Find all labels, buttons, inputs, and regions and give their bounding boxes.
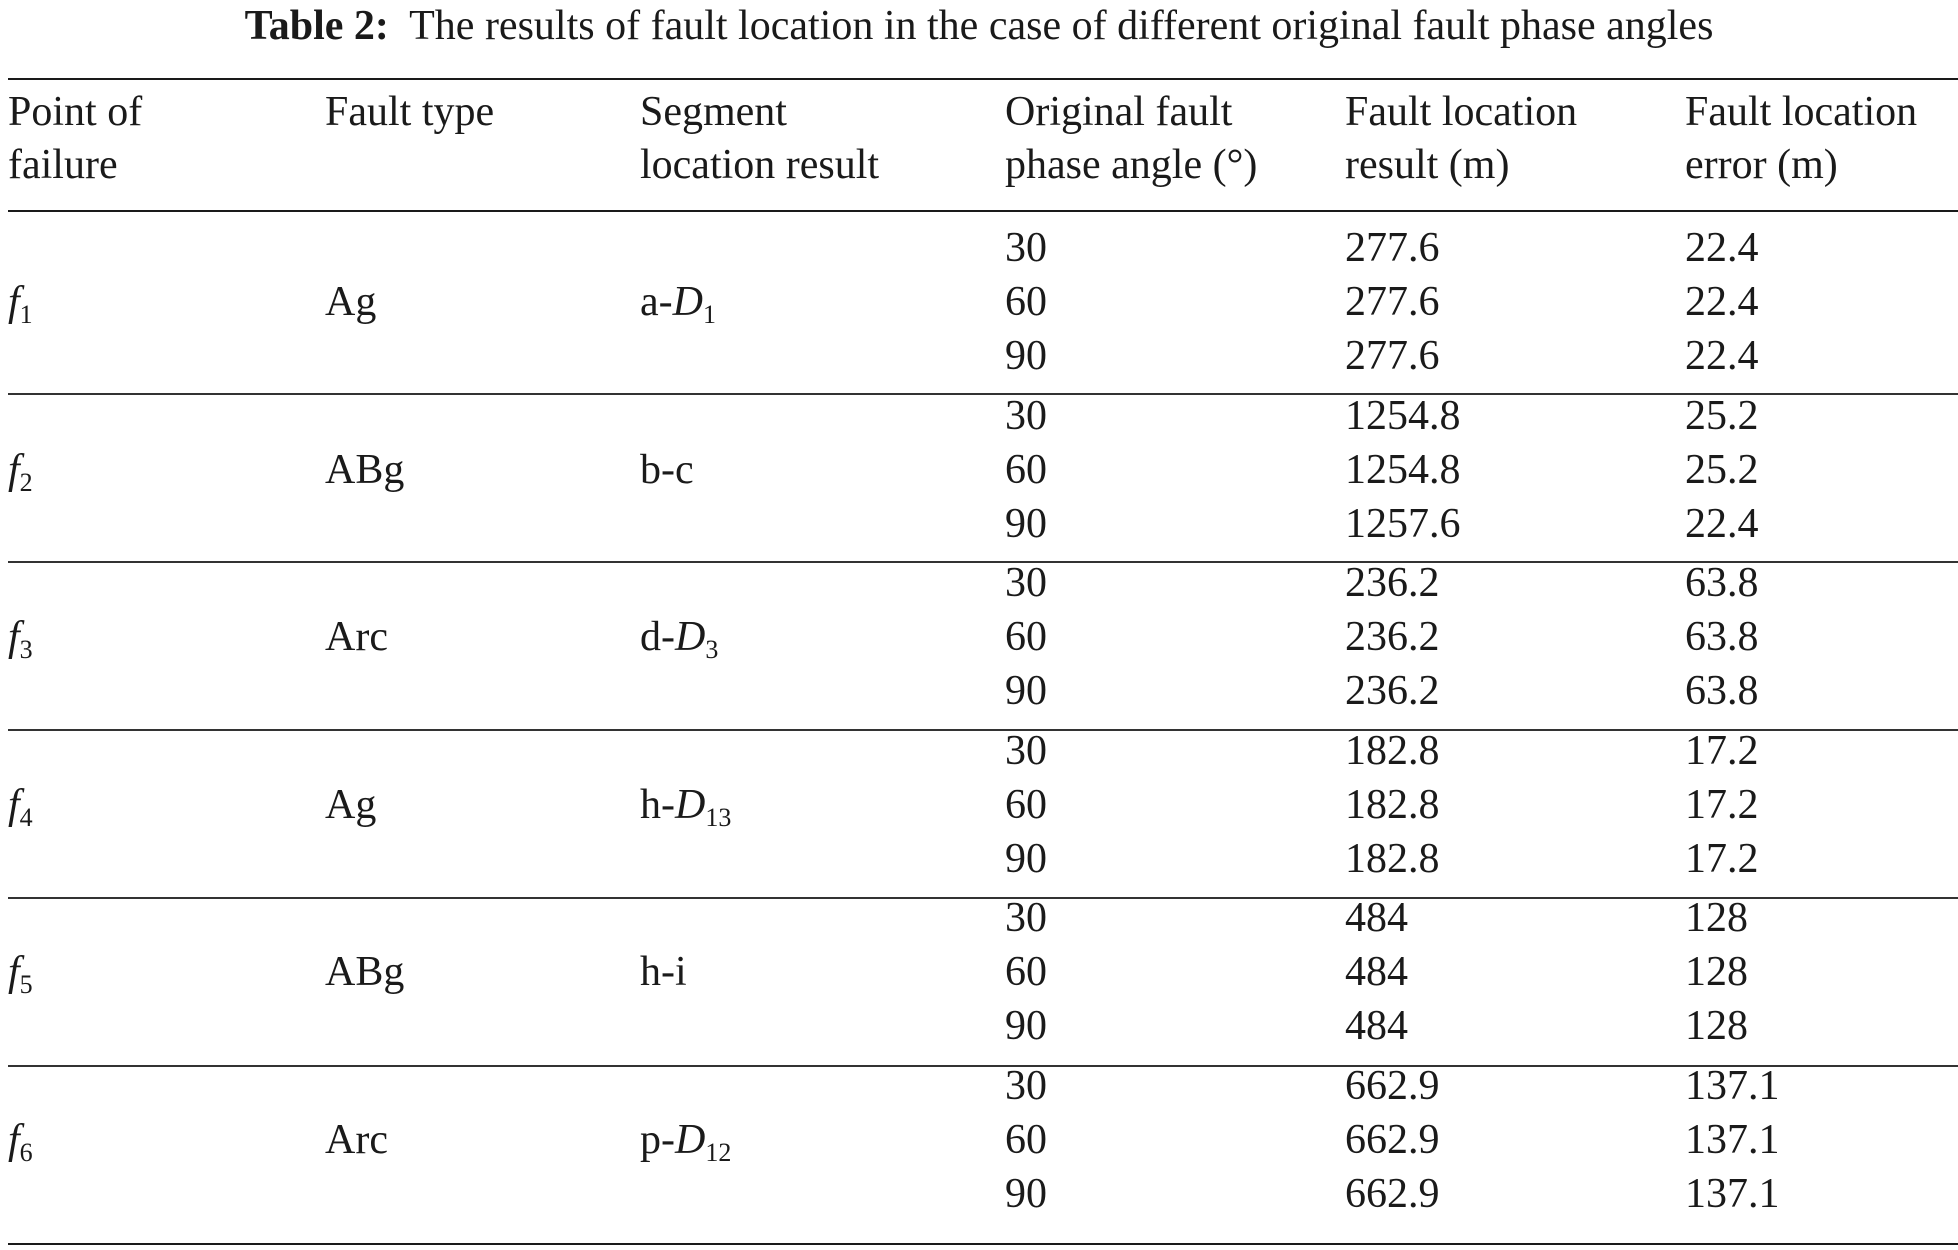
header-bottom-rule (8, 210, 1958, 212)
location-error: 25.2 (1685, 393, 1759, 439)
table-caption (0, 0, 1958, 52)
segment-symbol: D (675, 614, 706, 660)
point-subscript: 6 (19, 1138, 33, 1167)
location-error: 128 (1685, 949, 1748, 995)
phase-angle: 90 (1005, 1171, 1047, 1217)
group-separator (8, 729, 1958, 731)
location-result: 662.9 (1345, 1117, 1440, 1163)
fault-type: ABg (325, 447, 405, 493)
location-result: 1254.8 (1345, 393, 1461, 439)
column-header-line: Fault location (1685, 89, 1918, 135)
phase-angle: 90 (1005, 668, 1047, 714)
fault-type: Arc (325, 1117, 388, 1163)
point-of-failure (8, 1114, 33, 1167)
location-error: 63.8 (1685, 614, 1759, 660)
column-header (1005, 86, 1257, 192)
segment-location (640, 1114, 731, 1167)
location-result: 662.9 (1345, 1171, 1440, 1217)
location-result: 236.2 (1345, 560, 1440, 606)
phase-angle: 60 (1005, 782, 1047, 828)
location-error: 17.2 (1685, 782, 1759, 828)
segment-subscript: 12 (705, 1138, 732, 1167)
phase-angle: 90 (1005, 1003, 1047, 1049)
column-header (640, 86, 879, 192)
column-header (325, 86, 494, 139)
point-subscript: 5 (19, 970, 33, 999)
phase-angle: 90 (1005, 836, 1047, 882)
segment-symbol: D (675, 782, 706, 828)
phase-angle: 60 (1005, 949, 1047, 995)
location-error: 22.4 (1685, 333, 1759, 379)
segment-symbol: D (672, 279, 703, 325)
segment-prefix: d- (640, 614, 675, 660)
location-result: 277.6 (1345, 279, 1440, 325)
column-header-line: location result (640, 142, 880, 188)
segment-prefix: p- (640, 1117, 675, 1163)
location-result: 1257.6 (1345, 501, 1461, 547)
point-symbol: f (8, 1117, 20, 1163)
segment-prefix: h-i (640, 949, 687, 995)
column-header-line: Fault location (1345, 89, 1578, 135)
location-error: 137.1 (1685, 1171, 1780, 1217)
column-header (1345, 86, 1577, 192)
group-separator (8, 897, 1958, 899)
location-result: 236.2 (1345, 614, 1440, 660)
column-header (1685, 86, 1917, 192)
phase-angle: 30 (1005, 225, 1047, 271)
table-bottom-rule (8, 1243, 1958, 1245)
location-result: 182.8 (1345, 836, 1440, 882)
caption-label: Table 2: (244, 3, 389, 49)
column-header-line: failure (8, 142, 118, 188)
column-header-line: error (m) (1685, 142, 1838, 188)
phase-angle: 90 (1005, 333, 1047, 379)
location-error: 25.2 (1685, 447, 1759, 493)
location-result: 484 (1345, 895, 1408, 941)
location-result: 182.8 (1345, 728, 1440, 774)
segment-location (640, 946, 687, 999)
location-error: 17.2 (1685, 836, 1759, 882)
point-subscript: 3 (19, 635, 33, 664)
location-error: 128 (1685, 1003, 1748, 1049)
location-error: 17.2 (1685, 728, 1759, 774)
phase-angle: 90 (1005, 501, 1047, 547)
location-error: 128 (1685, 895, 1748, 941)
column-header-line: Fault type (325, 89, 495, 135)
location-result: 484 (1345, 1003, 1408, 1049)
location-result: 236.2 (1345, 668, 1440, 714)
phase-angle: 60 (1005, 1117, 1047, 1163)
segment-location (640, 444, 694, 497)
segment-location (640, 611, 718, 664)
phase-angle: 60 (1005, 447, 1047, 493)
column-header (8, 86, 142, 192)
phase-angle: 30 (1005, 728, 1047, 774)
location-error: 22.4 (1685, 225, 1759, 271)
location-error: 137.1 (1685, 1117, 1780, 1163)
segment-prefix: b-c (640, 447, 694, 493)
segment-subscript: 3 (705, 635, 719, 664)
point-symbol: f (8, 614, 20, 660)
caption-text: The results of fault location in the case of different original fault phase angles (409, 3, 1714, 49)
location-result: 662.9 (1345, 1063, 1440, 1109)
phase-angle: 30 (1005, 895, 1047, 941)
fault-type: Ag (325, 279, 377, 325)
point-subscript: 2 (19, 468, 33, 497)
point-of-failure (8, 611, 33, 664)
location-error: 137.1 (1685, 1063, 1780, 1109)
location-result: 1254.8 (1345, 447, 1461, 493)
location-error: 22.4 (1685, 279, 1759, 325)
point-of-failure (8, 444, 33, 497)
column-header-line: phase angle (°) (1005, 142, 1258, 188)
column-header-line: result (m) (1345, 142, 1510, 188)
group-separator (8, 561, 1958, 563)
fault-type: ABg (325, 949, 405, 995)
point-symbol: f (8, 949, 20, 995)
segment-prefix: a- (640, 279, 673, 325)
point-of-failure (8, 276, 33, 329)
point-of-failure (8, 779, 33, 832)
segment-subscript: 13 (705, 803, 732, 832)
column-header-line: Point of (8, 89, 143, 135)
segment-location (640, 779, 731, 832)
column-header-line: Segment (640, 89, 787, 135)
column-header-line: Original fault (1005, 89, 1233, 135)
segment-subscript: 1 (702, 300, 716, 329)
phase-angle: 30 (1005, 393, 1047, 439)
location-result: 484 (1345, 949, 1408, 995)
table-top-rule (8, 78, 1958, 80)
location-error: 63.8 (1685, 668, 1759, 714)
location-result: 277.6 (1345, 225, 1440, 271)
point-subscript: 4 (19, 803, 33, 832)
location-result: 277.6 (1345, 333, 1440, 379)
point-symbol: f (8, 782, 20, 828)
fault-type: Arc (325, 614, 388, 660)
group-separator (8, 393, 1958, 395)
location-error: 63.8 (1685, 560, 1759, 606)
phase-angle: 30 (1005, 560, 1047, 606)
location-error: 22.4 (1685, 501, 1759, 547)
point-of-failure (8, 946, 33, 999)
phase-angle: 60 (1005, 279, 1047, 325)
phase-angle: 60 (1005, 614, 1047, 660)
phase-angle: 30 (1005, 1063, 1047, 1109)
segment-prefix: h- (640, 782, 675, 828)
group-separator (8, 1065, 1958, 1067)
location-result: 182.8 (1345, 782, 1440, 828)
segment-location (640, 276, 716, 329)
point-symbol: f (8, 279, 20, 325)
point-subscript: 1 (19, 300, 33, 329)
segment-symbol: D (675, 1117, 706, 1163)
point-symbol: f (8, 447, 20, 493)
fault-type: Ag (325, 782, 377, 828)
